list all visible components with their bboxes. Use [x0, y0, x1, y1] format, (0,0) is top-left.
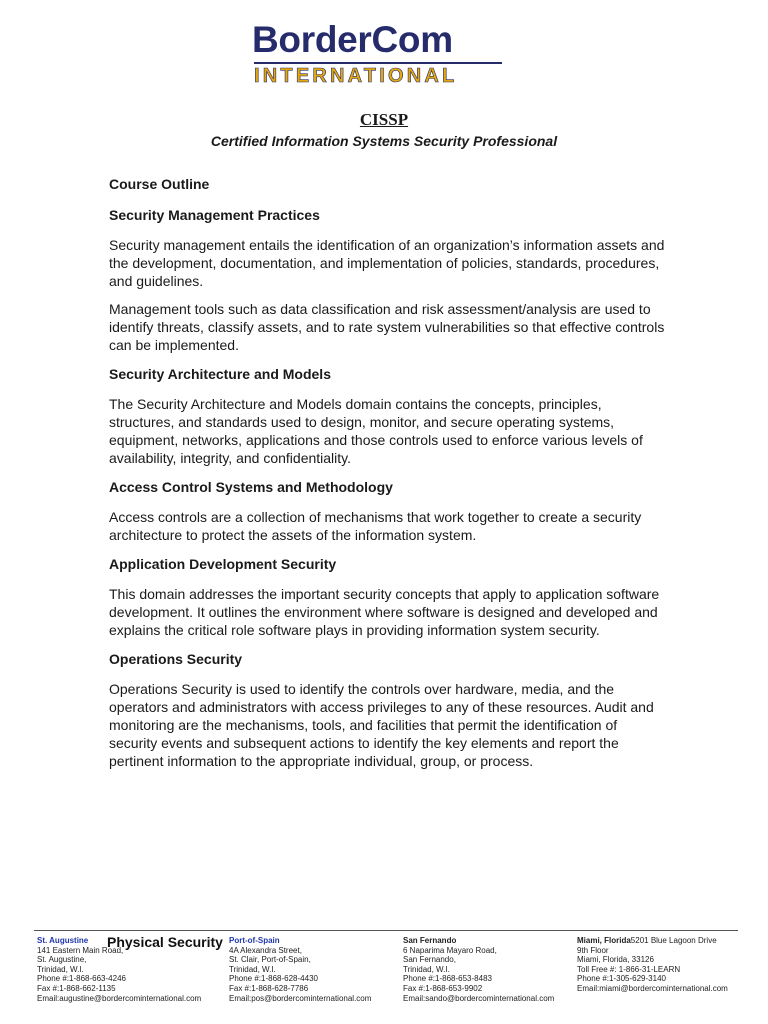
physical-security-heading: Physical Security	[107, 934, 223, 950]
office-city: San Fernando	[403, 936, 457, 945]
office-line: Email:pos@bordercominternational.com	[229, 993, 372, 1003]
office-city-row	[577, 936, 728, 946]
office-line: 141 Eastern Main Road,	[37, 945, 124, 955]
office-line: Email:sando@bordercominternational.com	[403, 993, 555, 1003]
office-line: Phone #:1-868-653-8483	[403, 974, 492, 984]
office-city: St. Augustine	[37, 936, 89, 945]
document-subtitle: Certified Information Systems Security Professional	[210, 133, 558, 149]
office-line: Phone #:1-305-629-3140	[577, 974, 666, 984]
section-paragraph: The Security Architecture and Models domain contains the concepts, principles, structures, and standards used to design, monitor, and secure operating systems, equipment, networks, applications and those controls used to enforce various levels of availability, integrity, and confidentiality.	[109, 396, 643, 466]
office-city: Port-of-Spain	[229, 936, 280, 945]
document-title: CISSP	[359, 110, 409, 129]
office-line: 9th Floor	[577, 945, 609, 955]
office-line: Phone #:1-868-663-4246	[37, 974, 126, 984]
logo-underline	[254, 62, 502, 64]
office-street: 5201 Blue Lagoon Drive	[630, 936, 717, 945]
section-paragraph: Management tools such as data classification and risk assessment/analysis are used to identify threats, classify assets, and to rate system vulnerabilities so that effective controls can be implemented.	[109, 301, 665, 353]
office-line: 6 Naparima Mayaro Road,	[403, 945, 497, 955]
office-line: Email:miami@bordercominternational.com	[577, 983, 728, 993]
section-paragraph: Security management entails the identification of an organization’s information assets and the development, documentation, and implementation of policies, standards, procedures, and guidelines.	[109, 237, 665, 289]
section-paragraph: This domain addresses the important security concepts that apply to application software development. It outlines the environment where software is designed and developed and explains the critical role software plays in providing information system security.	[109, 586, 660, 638]
section-heading: Operations Security	[109, 651, 243, 667]
office-line: Phone #:1-868-628-4430	[229, 974, 318, 984]
section-paragraph: Operations Security is used to identify the controls over hardware, media, and the operators and administrators with access privileges to any of these resources. Audit and monitoring are the mechanisms, tools, and facilities that permit the identification of security events and subsequent actions to identify the key elements and report the pertinent information to the appropriate individual, group, or process.	[109, 681, 654, 769]
section-paragraph: Access controls are a collection of mechanisms that work together to create a security architecture to protect the assets of the information system.	[109, 509, 642, 543]
office-line: Trinidad, W.I.	[403, 964, 450, 974]
logo-tagline: INTERNATIONAL	[254, 65, 458, 87]
footer-divider	[34, 930, 738, 931]
office-line: Miami, Florida, 33126	[577, 955, 654, 965]
course-outline-heading: Course Outline	[109, 176, 210, 192]
section-heading: Access Control Systems and Methodology	[109, 479, 393, 495]
office-city: Miami, Florida	[577, 936, 631, 945]
section-heading: Security Management Practices	[109, 207, 320, 223]
logo-brand: BorderCom	[252, 19, 453, 60]
footer-office-san-fernando	[403, 936, 554, 1003]
footer-office-port-of-spain	[229, 936, 371, 1003]
company-logo	[252, 19, 504, 87]
office-line: Email:augustine@bordercominternational.com	[37, 993, 202, 1003]
office-line: San Fernando,	[403, 955, 456, 965]
office-line: St. Clair, Port-of-Spain,	[229, 955, 311, 965]
office-line: Trinidad, W.I.	[37, 964, 84, 974]
office-line: Fax #:1-868-662-1135	[37, 983, 116, 993]
office-line: Toll Free #: 1-866-31-LEARN	[577, 964, 681, 974]
office-line: Fax #:1-868-628-7786	[229, 983, 309, 993]
section-heading: Security Architecture and Models	[109, 366, 331, 382]
course-content	[109, 175, 669, 770]
office-line: Fax #:1-868-653-9902	[403, 983, 483, 993]
section-heading: Application Development Security	[109, 556, 337, 572]
office-line: Trinidad, W.I.	[229, 964, 276, 974]
office-line: 4A Alexandra Street,	[229, 945, 302, 955]
footer-office-miami	[577, 936, 728, 994]
office-line: St. Augustine,	[37, 955, 87, 965]
